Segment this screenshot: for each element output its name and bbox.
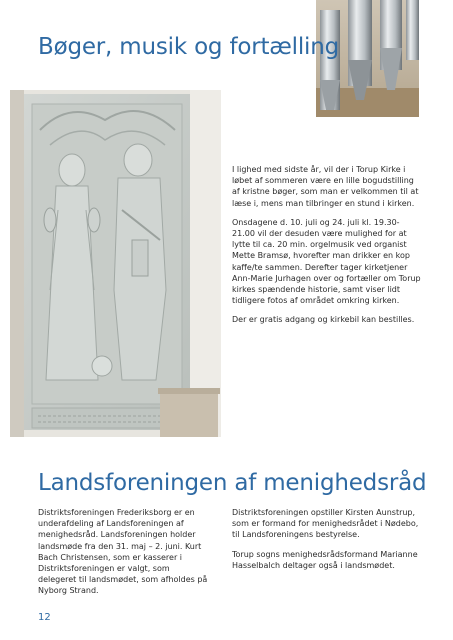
article-title-landsforeningen: Landsforeningen af menighedsråd	[38, 470, 427, 496]
page-number: 12	[38, 612, 51, 623]
stone-relief-photo	[10, 90, 221, 437]
paragraph: Torup sogns menighedsrådsformand Marianne Hasselbalch deltager også i landsmødet.	[232, 549, 418, 570]
article-body-books-music	[232, 164, 422, 334]
article-body-landsforeningen-right	[232, 507, 422, 579]
paragraph: Onsdagene d. 10. juli og 24. juli kl. 19.30-21.00 vil der desuden være mulighed for at lytte til ca. 20 min. orgelmusik ved organist Mette Bramsø, hvorefter man drikker en kop kaffe/te sammen. Derefter tager kirketjener Ann-Marie Jurhagen over og fortæller om Torup kirkes spændende historie, samt viser lidt tidligere fotos af området omkring kirken.	[232, 217, 421, 306]
paragraph: I lighed med sidste år, vil der i Torup Kirke i løbet af sommeren være en lille bogudstilling af kristne bøger, som man er velkommen til at læse i, mens man tilbringer en stund i kirken.	[232, 165, 419, 208]
article-title-books-music: Bøger, musik og fortælling	[38, 34, 340, 60]
paragraph: Distriktsforeningen Frederiksborg er en underafdeling af Landsforeningen af menighedsråd. Landsforeningen holder landsmøde fra den 31. maj – 2. juni. Kurt Bach Christensen, som er kasserer i Distriktsforeningen er valgt, som delegeret til landsmødet, som afholdes på Nyborg Strand.	[38, 508, 208, 596]
article-body-landsforeningen-left	[38, 507, 210, 605]
paragraph: Distriktsforeningen opstiller Kirsten Aunstrup, som er formand for menighedsrådet i Nødebo, til Landsforeningens bestyrelse.	[232, 508, 419, 540]
paragraph: Der er gratis adgang og kirkebil kan bestilles.	[232, 315, 415, 325]
